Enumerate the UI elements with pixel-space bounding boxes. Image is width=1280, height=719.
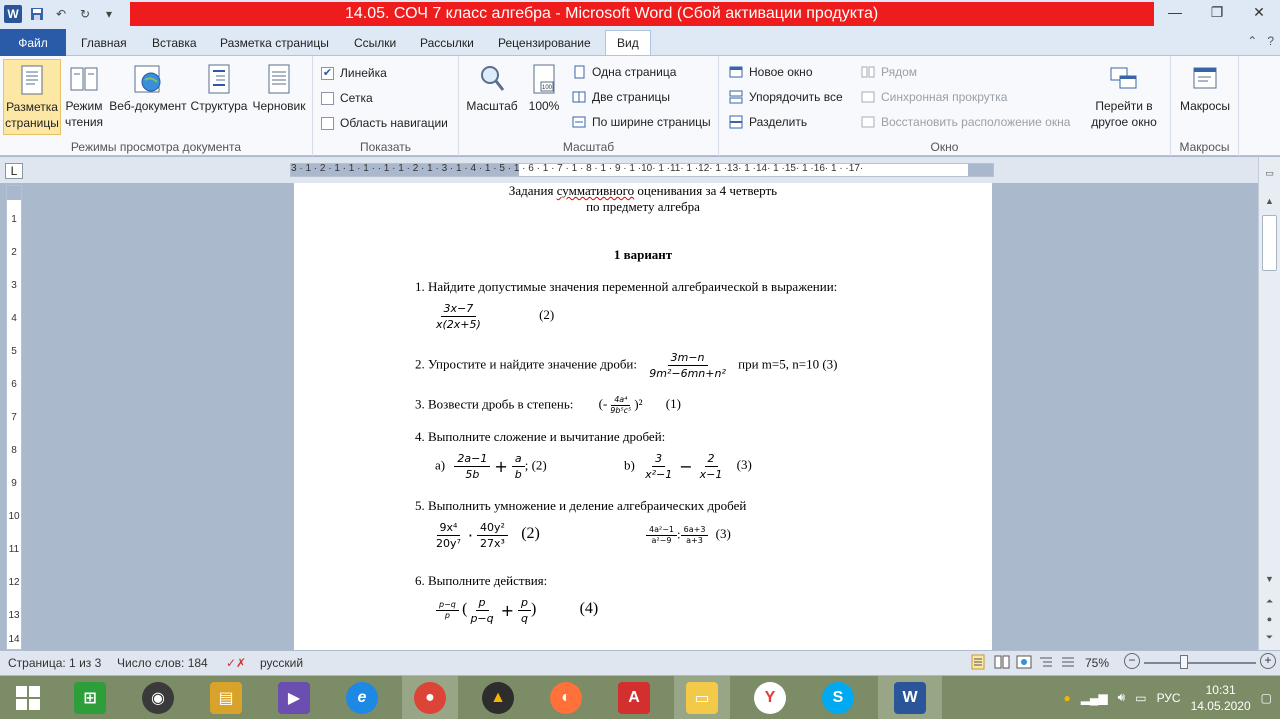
speaker-icon: ◉ [142, 682, 174, 714]
zoom-slider-thumb[interactable] [1180, 655, 1188, 669]
group-label-macros: Макросы [1179, 140, 1230, 154]
taskbar [0, 676, 1280, 719]
media-player-icon: ▶ [278, 682, 310, 714]
group-label-zoom: Масштаб [562, 140, 615, 154]
new-window-button[interactable]: Новое окно [729, 61, 813, 83]
tray-app-icon[interactable]: ● [1063, 690, 1071, 705]
ribbon-tabs [0, 28, 1280, 56]
question-1: 1. Найдите допустимые значения переменной алгебраической в выражении: [415, 279, 838, 294]
document-page[interactable] [294, 183, 992, 650]
ruler-area [0, 157, 1280, 183]
split-icon [729, 115, 743, 129]
zoom-100-button[interactable]: 100 100% [523, 59, 565, 135]
tab-review[interactable]: Рецензирование [498, 35, 591, 50]
taskbar-media[interactable] [266, 676, 322, 719]
group-macros [1171, 56, 1239, 156]
pdf-reader-icon: A [618, 682, 650, 714]
previous-page-button[interactable]: ⏶ [1265, 596, 1274, 606]
gridlines-checkbox[interactable]: Сетка [321, 87, 373, 109]
vertical-ruler[interactable]: 1 2 3 4 5 6 7 8 9 10 11 12 13 14 [6, 185, 22, 650]
taskbar-skype[interactable] [810, 676, 866, 719]
reading-view-icon[interactable] [994, 654, 1010, 673]
question-2: 2. Упростите и найдите значение дроби: $\frac{3m-n}{\text{9m²−6mn+n²}}$ при m=5, n=10 (3) [415, 351, 838, 380]
new-window-icon [729, 65, 743, 79]
switch-windows-button[interactable]: Перейти в другое окно [1081, 59, 1167, 135]
outline-icon [203, 63, 235, 95]
tab-selector[interactable]: L [5, 163, 23, 179]
taskbar-firefox[interactable] [538, 676, 594, 719]
volume-icon[interactable]: 🔊︎ [1117, 690, 1126, 704]
page-counter[interactable]: Страница: 1 из 3 [8, 656, 102, 670]
triangle-app-icon: ▲ [482, 682, 514, 714]
question-5: 5. Выполнить умножение и деление алгебраических дробей [415, 498, 747, 513]
page-width-button[interactable]: По ширине страницы [572, 111, 711, 133]
sync-scroll-button[interactable]: Синхронная прокрутка [861, 86, 1007, 108]
ribbon [0, 56, 1280, 156]
ruler-ticks: 3 · 1 · 2 · 1 · 1 · 1 · · 1 · 1 · 2 · 1 · 3 · 1 · 4 · 1 · 5 · 1 · 6 · 1 · 7 · 1 · 8 · 1 · 9 · 1 ·10· 1 ·11· 1 ·12· 1 ·13· 1 ·14· 1 ·15· 1 ·16· 1 · ·17· [291, 163, 864, 174]
zoom-100-icon [528, 63, 560, 95]
navigation-pane-checkbox[interactable]: Область навигации [321, 112, 448, 134]
reading-mode-button[interactable]: Режим чтения [62, 59, 106, 135]
vertical-scrollbar[interactable] [1258, 157, 1280, 650]
document-area [24, 183, 1258, 650]
checkbox-checked[interactable]: ✔ [322, 66, 333, 79]
zoom-out-button[interactable]: − [1124, 653, 1140, 669]
input-language[interactable]: РУС [1156, 690, 1181, 705]
print-layout-button[interactable]: Разметка страницы [3, 59, 61, 135]
horizontal-ruler[interactable] [290, 163, 994, 177]
close-button[interactable]: ✕ [1253, 3, 1265, 20]
select-browse-object-button[interactable]: ● [1266, 614, 1273, 624]
two-pages-icon [572, 90, 586, 104]
undo-icon[interactable]: ↶ [55, 7, 67, 21]
tab-page-layout[interactable]: Разметка страницы [220, 35, 329, 50]
one-page-button[interactable]: Одна страница [572, 61, 676, 83]
q1-formula: $\frac{3x-7}{x(2x+5)}$ (2) [436, 302, 555, 331]
print-layout-view-icon[interactable] [970, 654, 986, 673]
group-label-views: Режимы просмотра документа [70, 140, 242, 154]
store-icon: ⊞ [74, 682, 106, 714]
message-icon[interactable]: ▭ [1135, 690, 1147, 705]
variant-title: 1 вариант [613, 247, 673, 262]
windows-logo-icon [14, 684, 42, 712]
word-count[interactable]: Число слов: 184 [117, 656, 208, 670]
taskbar-chrome[interactable] [402, 676, 458, 719]
clock[interactable]: 10:31 14.05.2020 [1190, 682, 1251, 713]
split-button[interactable]: Разделить [729, 111, 807, 133]
window-title: 14.05. СОЧ 7 класс алгебра - Microsoft Word (Сбой активации продукта) [130, 2, 1154, 26]
group-label-window: Окно [930, 140, 959, 154]
switch-windows-icon [1108, 63, 1140, 95]
network-icon[interactable]: ▂▄▆ [1080, 690, 1108, 705]
draft-icon [263, 63, 295, 95]
two-pages-button[interactable]: Две страницы [572, 86, 670, 108]
tab-home[interactable]: Главная [81, 35, 127, 50]
customize-qat-icon[interactable]: ▾ [105, 7, 113, 21]
scroll-up-button[interactable]: ▲ [1265, 196, 1274, 206]
firefox-icon: ◐ [550, 682, 582, 714]
draft-button[interactable]: Черновик [250, 59, 308, 135]
group-show [313, 56, 459, 156]
zoom-in-button[interactable]: + [1260, 653, 1276, 669]
doc-heading-1: Задания суммативного оценивания за 4 четверть [508, 183, 778, 198]
group-label-show: Показать [359, 140, 411, 154]
ruler-toggle-icon[interactable]: ▭ [1265, 168, 1274, 178]
group-zoom [459, 56, 719, 156]
zoom-level[interactable]: 75% [1085, 656, 1110, 670]
help-icon[interactable]: ? [1267, 34, 1274, 48]
tab-file[interactable]: Файл [0, 29, 66, 56]
proofing-icon[interactable]: ✓✗ [226, 656, 247, 670]
zoom-button[interactable]: Масштаб [463, 59, 521, 135]
tab-mailings[interactable]: Рассылки [420, 35, 474, 50]
q4b-formula: b) $\frac{3}{\text{x²−1}}$ − $\frac{2}{x-1}$ (3) [624, 452, 752, 481]
question-6: 6. Выполните действия: [415, 573, 548, 588]
save-icon[interactable] [28, 5, 46, 23]
web-layout-button[interactable]: Веб-документ [108, 59, 188, 135]
scrollbar-thumb[interactable] [1262, 215, 1277, 271]
word-icon: W [894, 682, 926, 714]
word-app-icon[interactable]: W [4, 5, 22, 23]
reset-window-position-button[interactable]: Восстановить расположение окна [861, 111, 1070, 133]
collapse-ribbon-icon[interactable]: ⌃ [1247, 34, 1258, 48]
redo-icon[interactable]: ↻ [79, 7, 91, 21]
web-layout-icon [132, 63, 164, 95]
one-page-icon [572, 65, 586, 79]
tab-references[interactable]: Ссылки [354, 35, 397, 50]
doc-heading-2: по предмету алгебра [586, 199, 700, 214]
taskbar-explorer[interactable] [674, 676, 730, 719]
checkbox-unchecked[interactable] [321, 117, 334, 130]
yandex-browser-icon: Y [754, 682, 786, 714]
taskbar-store[interactable] [62, 676, 118, 719]
chrome-icon: ● [414, 682, 446, 714]
status-bar [0, 650, 1280, 675]
question-4: 4. Выполните сложение и вычитание дробей: [415, 429, 666, 444]
group-document-views [0, 56, 313, 156]
maximize-button[interactable]: ❐ [1210, 3, 1224, 20]
tab-view[interactable]: Вид [605, 30, 651, 55]
q4a-formula: a) $\frac{2a-1}{5b}$ + $\frac{a}{b}$ ; (2) [435, 452, 547, 481]
reading-mode-icon [68, 63, 100, 95]
folder-icon: ▭ [686, 682, 718, 714]
web-view-icon[interactable] [1016, 654, 1032, 673]
notification-icon[interactable]: ▢ [1260, 690, 1272, 705]
macros-button[interactable]: Макросы [1175, 59, 1235, 135]
outline-view-icon[interactable] [1038, 654, 1054, 673]
outline-button[interactable]: Структура [190, 59, 248, 135]
taskbar-ie[interactable] [334, 676, 390, 719]
magnifier-icon [476, 63, 508, 95]
question-3: 3. Возвести дробь в степень: (- $\frac{\text{4a⁴}}{\text{9b⁵c⁵}}$ )² (1) [415, 395, 681, 415]
internet-explorer-icon: e [346, 682, 378, 714]
taskbar-pdf[interactable] [606, 676, 662, 719]
title-bar [0, 0, 1280, 28]
archive-icon: ▤ [210, 682, 242, 714]
zoom-slider-track[interactable] [1144, 662, 1256, 664]
system-tray [1063, 676, 1272, 719]
minimize-button[interactable]: — [1168, 4, 1182, 20]
tab-insert[interactable]: Вставка [152, 35, 197, 50]
svg-text:100: 100 [542, 85, 553, 91]
taskbar-yandex[interactable] [742, 676, 798, 719]
group-window [719, 56, 1171, 156]
start-button[interactable] [0, 676, 56, 719]
language-indicator[interactable]: русский [260, 656, 304, 670]
draft-view-icon[interactable] [1060, 654, 1076, 673]
print-layout-icon [16, 64, 48, 96]
quick-access-toolbar [0, 0, 118, 28]
checkbox-unchecked[interactable] [321, 92, 334, 105]
side-by-side-icon [861, 65, 875, 79]
page-width-icon [572, 115, 586, 129]
sync-scroll-icon [861, 90, 875, 104]
taskbar-app[interactable] [470, 676, 526, 719]
side-by-side-button[interactable]: Рядом [861, 61, 917, 83]
q5a-formula: $\frac{\text{9x⁴}}{\text{20y⁷}}$ · $\frac{\text{40y²}}{\text{27x³}}$ (2) [436, 521, 540, 550]
q5b-formula: $\frac{\text{4a²−1}}{\text{a²−9}}$ : $\frac{6a+3}{a+3}$ (3) [646, 525, 731, 546]
q6-formula: $\frac{p-q}{p}$ ( $\frac{p}{p-q}$ + $\frac{p}{q}$ ) (4) [436, 595, 598, 626]
reset-position-icon [861, 115, 875, 129]
taskbar-audio-app[interactable] [130, 676, 186, 719]
macros-icon [1189, 63, 1221, 95]
taskbar-archive[interactable] [198, 676, 254, 719]
next-page-button[interactable]: ⏷ [1265, 632, 1274, 642]
skype-icon: S [822, 682, 854, 714]
scroll-down-button[interactable]: ▼ [1265, 574, 1274, 584]
ruler-checkbox[interactable]: ✔ Линейка [322, 66, 387, 80]
taskbar-word[interactable] [878, 676, 942, 719]
arrange-all-button[interactable]: Упорядочить все [729, 86, 843, 108]
arrange-all-icon [729, 90, 743, 104]
